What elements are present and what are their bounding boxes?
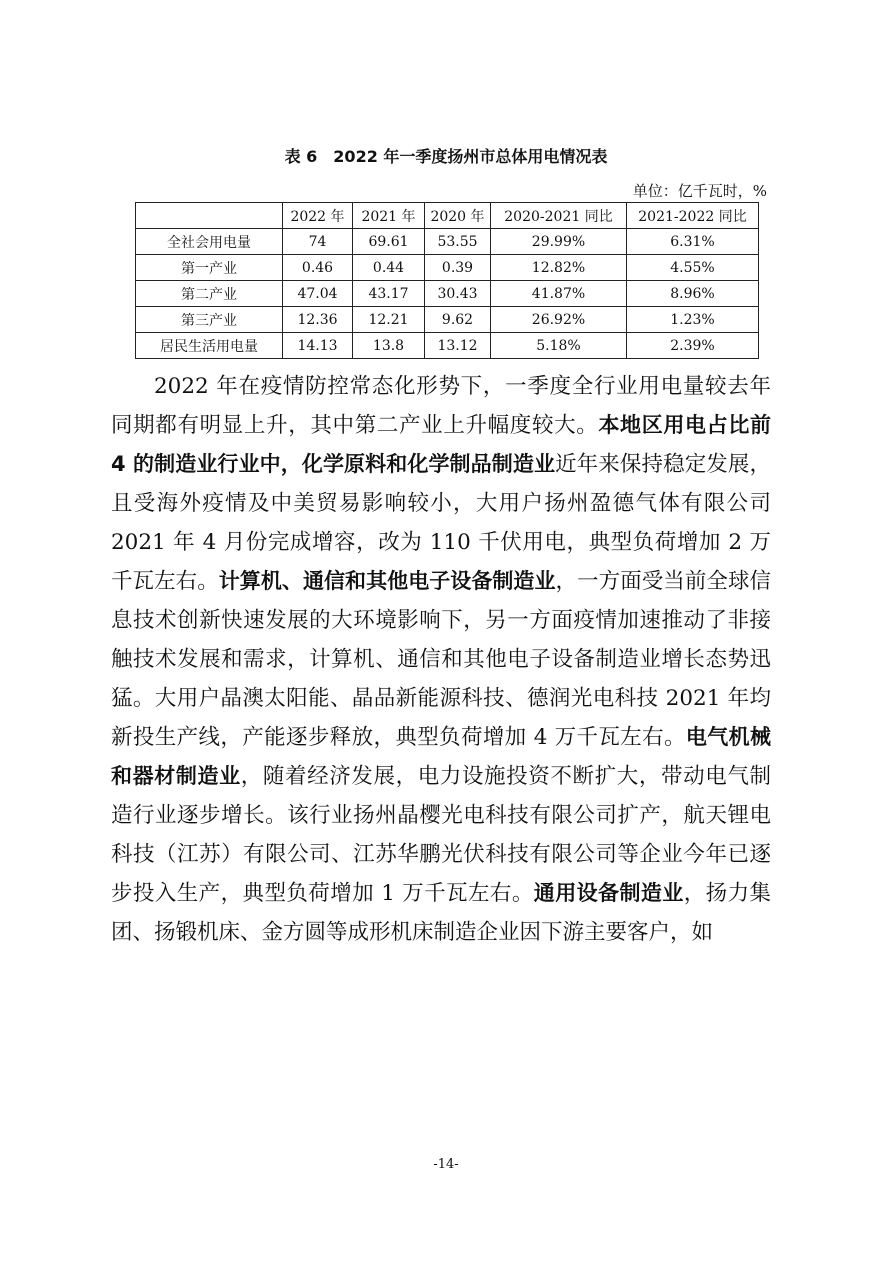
table-cell: 30.43: [425, 281, 491, 307]
table-header-row: [136, 203, 759, 229]
table-cell: 5.18%: [491, 333, 627, 359]
header-cell: 2021 年: [353, 203, 425, 229]
table-cell: 74: [283, 229, 353, 255]
row-label: 第一产业: [136, 255, 283, 281]
bold-segment: 电气机械和器材制造业: [111, 725, 772, 788]
table-row: [136, 281, 759, 307]
table-cell: 12.82%: [491, 255, 627, 281]
row-label: 第二产业: [136, 281, 283, 307]
table-cell: 4.55%: [627, 255, 759, 281]
table-cell: 41.87%: [491, 281, 627, 307]
bold-segment: 计算机、通信和其他电子设备制造业: [218, 569, 556, 593]
table-cell: 43.17: [353, 281, 425, 307]
table-cell: 8.96%: [627, 281, 759, 307]
table-cell: 13.12: [425, 333, 491, 359]
bold-segment: 本地区用电占比前 4 的制造业行业中，化学原料和化学制品制造业: [111, 413, 771, 476]
table-row: [136, 333, 759, 359]
text-segment: ，随着经济发展，电力设施投资不断扩大，带动电气制造行业逐步增长。该行业扬州晶樱光电科技有限公司扩产，航天锂电科技（江苏）有限公司、江苏华鹏光伏科技有限公司等企业今年已逐步投入生产，典型负荷增加 1 万千瓦左右。: [111, 764, 772, 906]
table-cell: 13.8: [353, 333, 425, 359]
table-cell: 12.36: [283, 307, 353, 333]
body-paragraph: [111, 367, 771, 952]
bold-segment: 通用设备制造业: [533, 881, 684, 905]
table-row: [136, 229, 759, 255]
table-cell: 12.21: [353, 307, 425, 333]
table-cell: 69.61: [353, 229, 425, 255]
table-row: [136, 307, 759, 333]
table-row: [136, 255, 759, 281]
table-cell: 0.44: [353, 255, 425, 281]
unit-note: 单位：亿千瓦时，%: [632, 182, 767, 200]
table-cell: 6.31%: [627, 229, 759, 255]
table-cell: 0.46: [283, 255, 353, 281]
table-cell: 14.13: [283, 333, 353, 359]
page-number: -14-: [433, 1157, 459, 1172]
table-cell: 0.39: [425, 255, 491, 281]
table-cell: 47.04: [283, 281, 353, 307]
header-cell: 2022 年: [283, 203, 353, 229]
table-cell: 53.55: [425, 229, 491, 255]
table-cell: 26.92%: [491, 307, 627, 333]
electricity-usage-table: [135, 202, 759, 359]
header-cell: 2020-2021 同比: [491, 203, 627, 229]
table-cell: 2.39%: [627, 333, 759, 359]
header-cell: 2020 年: [425, 203, 491, 229]
table-cell: 9.62: [425, 307, 491, 333]
text-segment: 2022 年在疫情防控常态化形势下，一季度全行业用电量较去年同期都有明显上升，其中第二产业上升幅度较大。: [111, 374, 771, 438]
text-segment: ，一方面受当前全球信息技术创新快速发展的大环境影响下，另一方面疫情加速推动了非接触技术发展和需求，计算机、通信和其他电子设备制造业增长态势迅猛。大用户晶澳太阳能、晶品新能源科技、德润光电科技 2021 年均新投生产线，产能逐步释放，典型负荷增加 4 万千瓦左右。: [111, 569, 771, 750]
table-cell: 29.99%: [491, 229, 627, 255]
row-label: 居民生活用电量: [136, 333, 283, 359]
row-label: 第三产业: [136, 307, 283, 333]
table-cell: 1.23%: [627, 307, 759, 333]
text-segment: ，扬力集团、扬锻机床、金方圆等成形机床制造企业因下游主要客户，如: [111, 881, 771, 945]
header-cell: [136, 203, 283, 229]
text-segment: 近年来保持稳定发展，且受海外疫情及中美贸易影响较小，大用户扬州盈德气体有限公司 2021 年 4 月份完成增容，改为 110 千伏用电，典型负荷增加 2 万千瓦左右。: [111, 452, 771, 594]
table-title: 表 6 2022 年一季度扬州市总体用电情况表: [284, 147, 608, 166]
row-label: 全社会用电量: [136, 229, 283, 255]
header-cell: 2021-2022 同比: [627, 203, 759, 229]
